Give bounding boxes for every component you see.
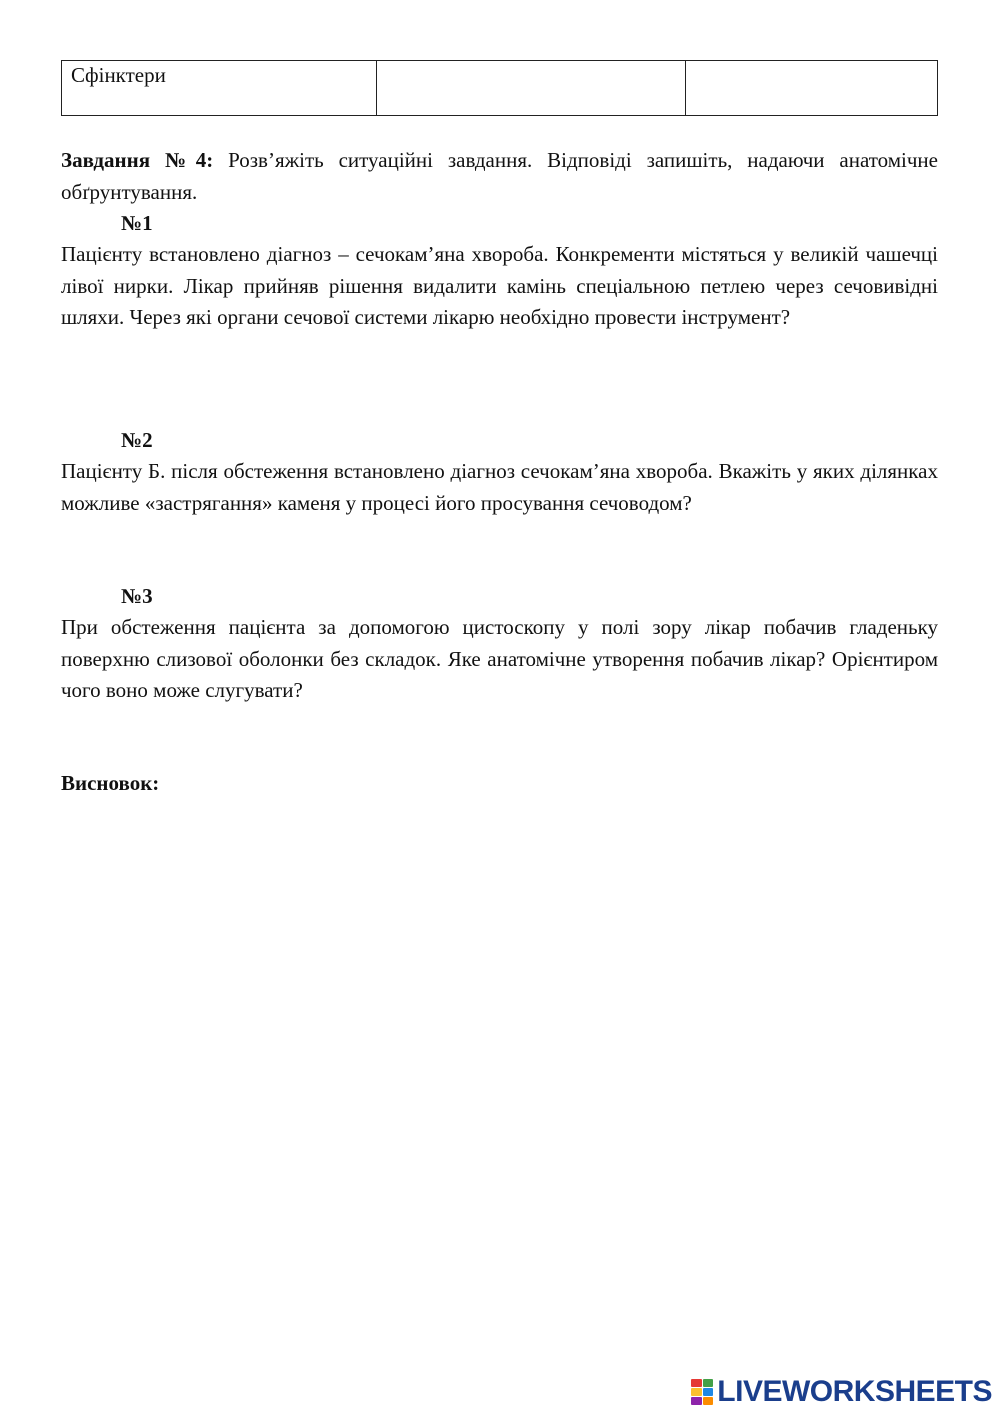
table-cell-answer-2 (686, 61, 938, 116)
problem-3-text: При обстеження пацієнта за допомогою цистоскопу у полі зору лікар побачив гладеньку поверхню слизової оболонки без складок. Яке анатомічне утворення побачив лікар? Орієнтиром чого воно може слугувати? (61, 615, 938, 702)
table-row (62, 61, 938, 116)
problem-2-text: Пацієнту Б. після обстеження встановлено діагноз сечокам’яна хвороба. Вкажіть у яких ділянках можливе «застрягання» каменя у процесі його просування сечоводом? (61, 459, 938, 515)
task4-text: Розв’яжіть ситуаційні завдання. Відповіді запишіть, надаючи анатомічне обґрунтування. (61, 148, 938, 204)
problem-3-number: №3 (121, 584, 153, 608)
task4-instruction (61, 145, 938, 208)
problem-1-text: Пацієнту встановлено діагноз – сечокам’яна хвороба. Конкременти містяться у великій чашечці лівої нирки. Лікар прийняв рішення видалити камінь спеціальною петлею через сечовивідні шляхи. Через які органи сечової системи лікарю необхідно провести інструмент? (61, 242, 938, 329)
liveworksheets-logo-icon (691, 1379, 713, 1405)
problem-1-number: №1 (121, 211, 153, 235)
table-cell-sphincters: Сфінктери (62, 61, 377, 116)
liveworksheets-watermark (691, 1375, 992, 1409)
task4-label: Завдання №4: (61, 148, 214, 172)
conclusion-label: Висновок: (61, 771, 160, 795)
anatomy-table (61, 60, 938, 116)
table-cell-answer-1 (377, 61, 686, 116)
watermark-text: LIVEWORKSHEETS (717, 1375, 992, 1408)
problem-2-number: №2 (121, 428, 153, 452)
